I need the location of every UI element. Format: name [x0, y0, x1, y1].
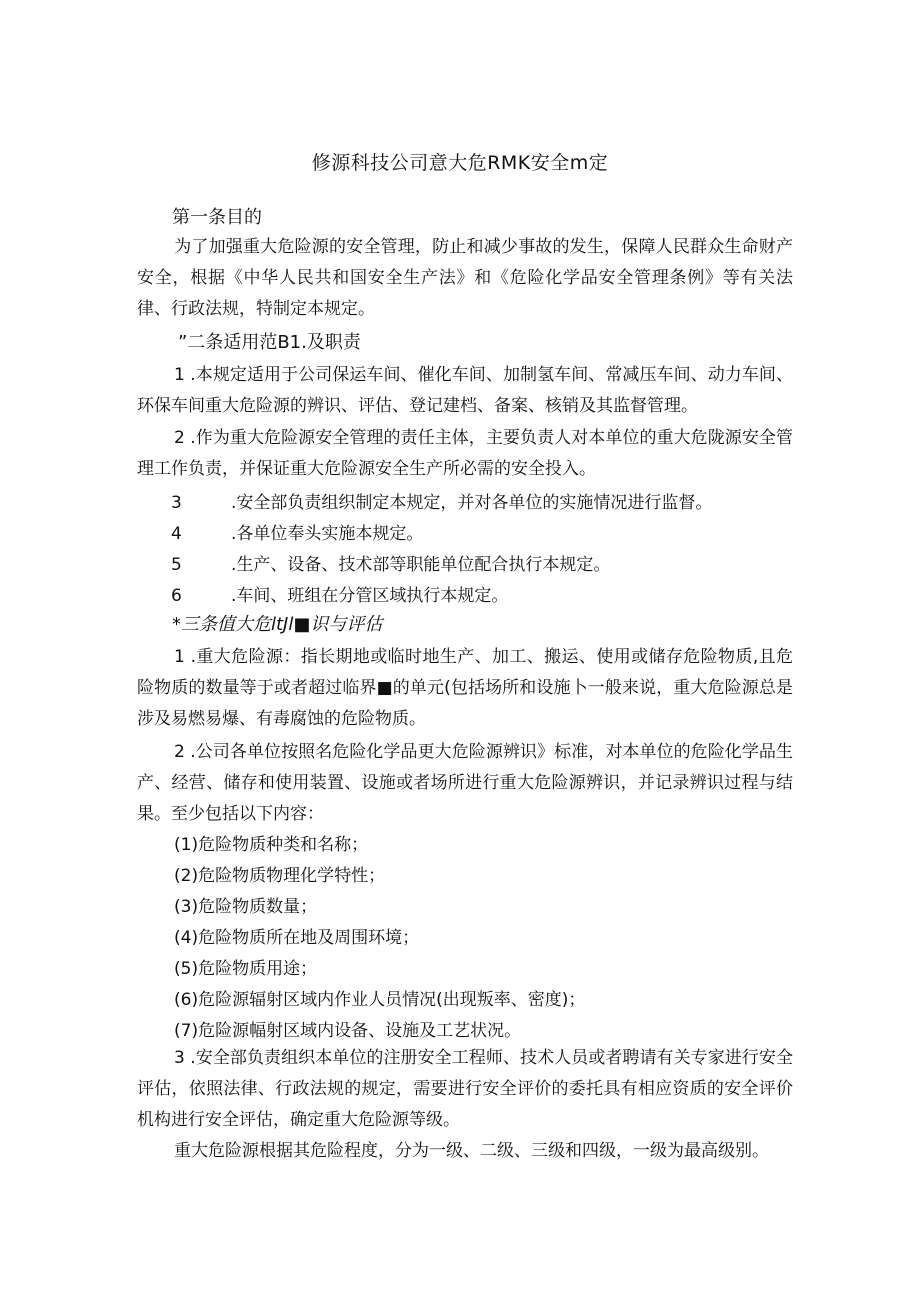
content-list-item-7: (7)危险源幅射区域内设备、设施及工艺状况。: [174, 1021, 522, 1041]
item-text: .车间、班组在分管区域执行本规定。: [231, 586, 509, 606]
article-1-body: [137, 232, 793, 325]
article-2-item-4: [171, 519, 423, 544]
document-title: 修源科技公司意大危RMK安全m定: [311, 152, 609, 174]
item-number: 4: [171, 524, 182, 544]
content-list-item-3: (3)危险物质数量；: [174, 897, 318, 917]
content-list-item-4: (4)危险物质所在地及周围环境；: [174, 928, 420, 948]
article-2-item-3: [171, 488, 712, 513]
item-number: 5: [171, 555, 182, 575]
content-list-item-5: (5)危险物质用途；: [174, 959, 318, 979]
article-1-heading: 第一条目的: [172, 207, 262, 228]
article-2-paragraph-1: [137, 360, 793, 422]
item-text: .生产、设备、技术部等职能单位配合执行本规定。: [231, 555, 611, 575]
article-3-paragraph-4-text: 重大危险源根据其危险程度，分为一级、二级、三级和四级，一级为最高级别。: [174, 1141, 769, 1161]
article-2-paragraph-1-text: 1 .本规定适用于公司保运车间、催化车间、加制氢车间、常减压车间、动力车间、环保车间重大危险源的辨识、评估、登记建档、备案、核销及其监督管理。: [137, 365, 793, 416]
article-3-paragraph-2: [137, 737, 793, 830]
item-text: .安全部负责组织制定本规定，并对各单位的实施情况进行监督。: [231, 493, 713, 513]
content-list-item-2: (2)危险物质物理化学特性；: [174, 866, 386, 886]
article-3-paragraph-1: [137, 642, 793, 735]
article-3-paragraph-2-text: 2 .公司各单位按照名危险化学品更大危险源辨识》标准，对本单位的危险化学品生产、经营、储存和使用装置、设施或者场所进行重大危险源辨识，并记录辨识过程与结果。至少包括以下内容：: [137, 742, 793, 824]
article-3-paragraph-4: [137, 1136, 793, 1167]
article-2-item-5: [171, 550, 610, 575]
article-1-body-text: 为了加强重大危险源的安全管理，防止和减少事故的发生，保障人民群众生命财产安全，根据《中华人民共和国安全生产法》和《危险化学品安全管理条例》等有关法律、行政法规，特制定本规定。: [137, 237, 793, 319]
article-3-heading: *三条值大危ltJl■识与评估: [172, 614, 383, 635]
article-2-heading: ”二条适用范B1.及职责: [178, 332, 361, 353]
article-3-paragraph-1-text: 1 .重大危险源：指长期地或临时地生产、加工、搬运、使用或储存危险物质,且危险物质的数量等于或者超过临界■的单元(包括场所和设施卜一般来说，重大危险源总是涉及易燃易爆、有毒腐蚀的危险物质。: [137, 647, 793, 729]
content-list-item-1: (1)危险物质种类和名称；: [174, 835, 369, 855]
article-2-paragraph-2: [137, 423, 793, 485]
item-text: .各单位奉头实施本规定。: [231, 524, 424, 544]
article-2-item-6: [171, 581, 508, 606]
article-2-paragraph-2-text: 2 .作为重大危险源安全管理的责任主体，主要负责人对本单位的重大危陇源安全管理工作负责，并保证重大危险源安全生产所必需的安全投入。: [137, 428, 793, 479]
item-number: 6: [171, 586, 182, 606]
article-3-paragraph-3-text: 3 .安全部负责组织本单位的注册安全工程师、技术人员或者聘请有关专家进行安全评估，依照法律、行政法规的规定，需要进行安全评价的委托具有相应资质的安全评价机构进行安全评估，确定重大危险源等级。: [137, 1048, 793, 1130]
article-3-paragraph-3: [137, 1043, 793, 1136]
item-number: 3: [171, 493, 182, 513]
content-list-item-6: (6)危险源辐射区域内作业人员情况(出现叛率、密度)；: [174, 990, 586, 1010]
